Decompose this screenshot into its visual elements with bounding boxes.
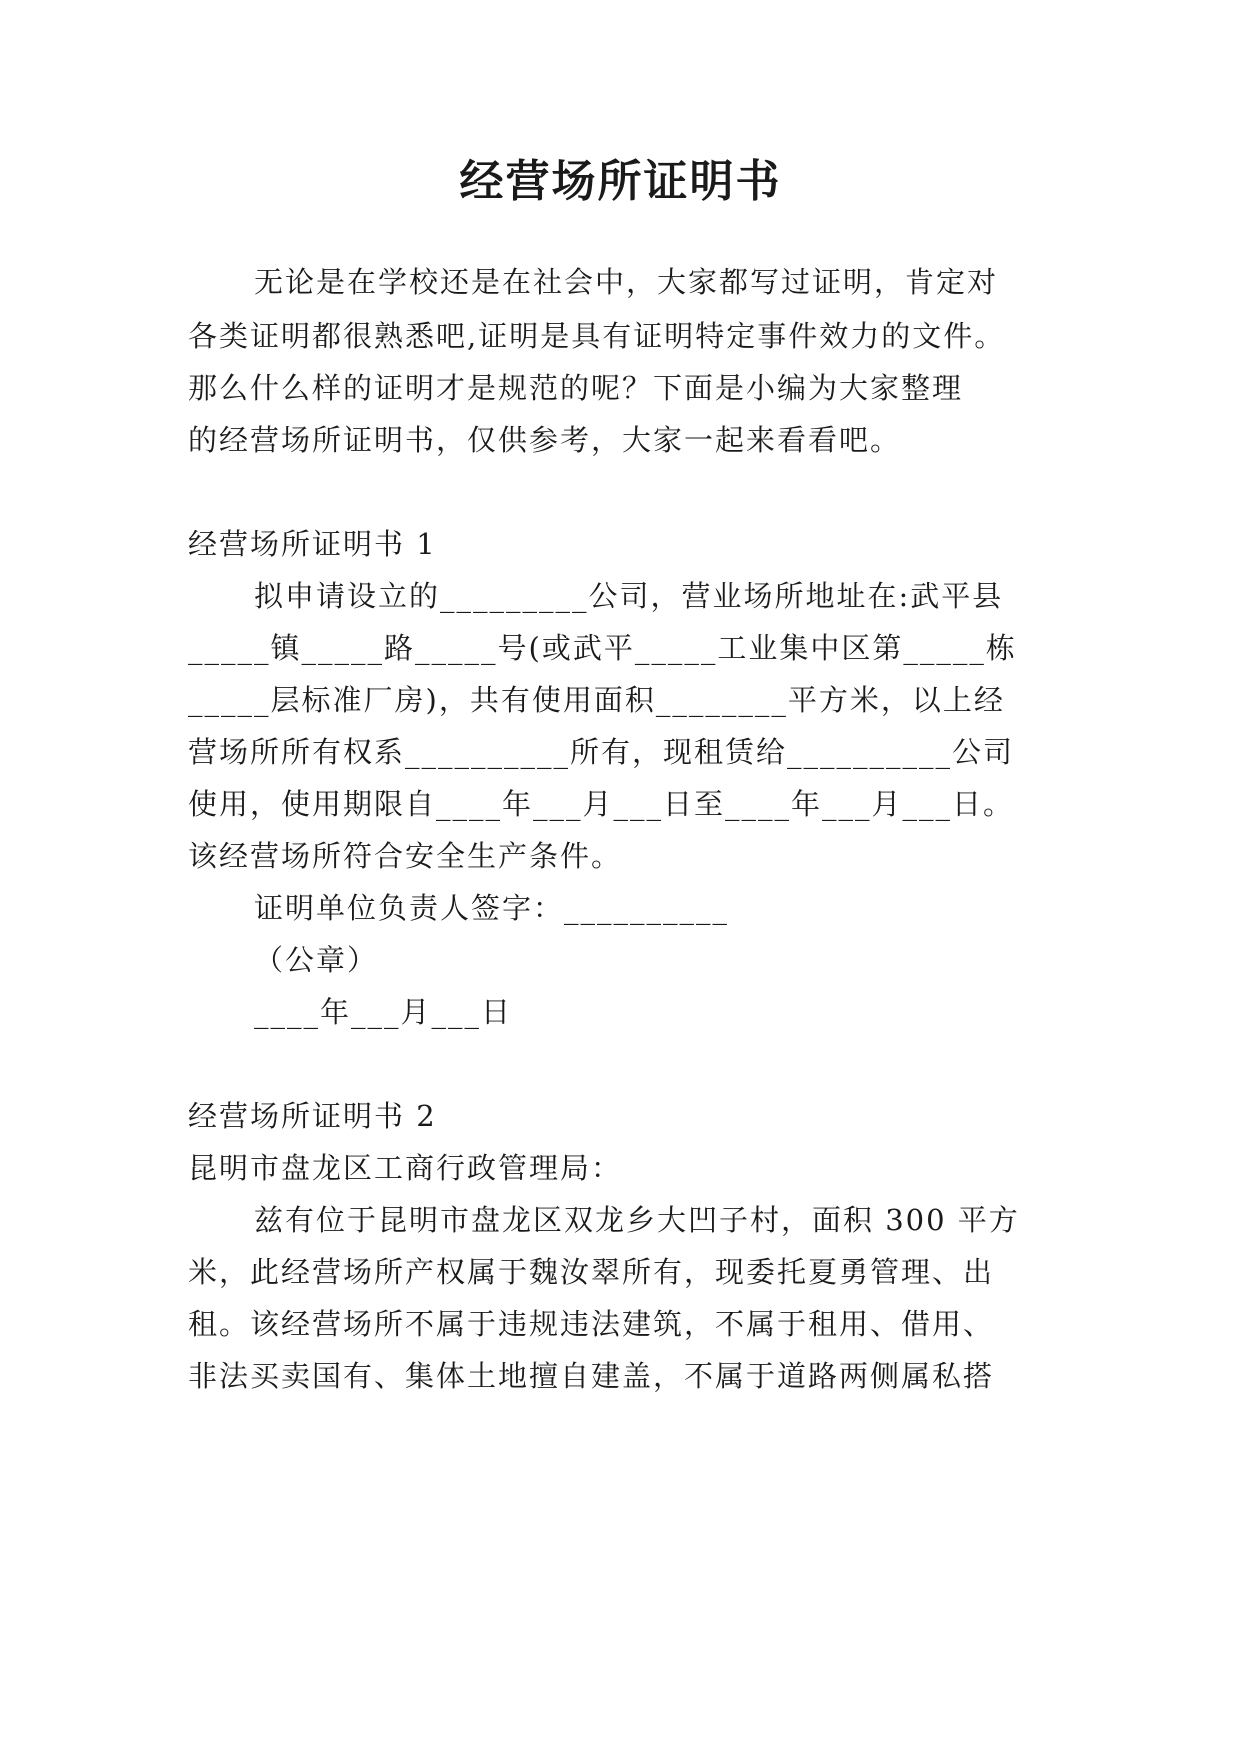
body-line: 营场所所有权系__________所有，现租赁给__________公司: [188, 735, 1015, 769]
signature-line: 证明单位负责人签字：__________: [254, 891, 730, 925]
intro-line: 无论是在学校还是在社会中，大家都写过证明，肯定对: [254, 265, 999, 299]
body-line: 该经营场所符合安全生产条件。: [188, 839, 623, 873]
intro-line: 各类证明都很熟悉吧,证明是具有证明特定事件效力的文件。: [188, 319, 1006, 353]
date-line: ____年___月___日: [254, 995, 513, 1029]
body-line: 兹有位于昆明市盘龙区双龙乡大凹子村，面积 300 平方: [254, 1203, 1020, 1237]
body-line: 非法买卖国有、集体土地擅自建盖，不属于道路两侧属私搭: [188, 1359, 995, 1393]
intro-line: 那么什么样的证明才是规范的呢？下面是小编为大家整理: [188, 371, 964, 405]
intro-line: 的经营场所证明书，仅供参考，大家一起来看看吧。: [188, 423, 902, 457]
addressee-line: 昆明市盘龙区工商行政管理局：: [188, 1151, 623, 1185]
body-line: 拟申请设立的_________公司，营业场所地址在:武平县: [254, 579, 1004, 613]
seal-line: （公章）: [254, 943, 379, 977]
page-title: 经营场所证明书: [459, 156, 782, 207]
body-line: _____镇_____路_____号(或武平_____工业集中区第_____栋: [188, 631, 1017, 665]
section-heading: 经营场所证明书 2: [188, 1099, 437, 1133]
body-line: 使用，使用期限自____年___月___日至____年___月___日。: [188, 787, 1015, 821]
body-line: 米，此经营场所产权属于魏汝翠所有，现委托夏勇管理、出: [188, 1255, 995, 1289]
section-heading: 经营场所证明书 1: [188, 527, 437, 561]
body-line: _____层标准厂房)，共有使用面积________平方米，以上经: [188, 683, 1005, 717]
body-line: 租。该经营场所不属于违规违法建筑，不属于租用、借用、: [188, 1307, 995, 1341]
